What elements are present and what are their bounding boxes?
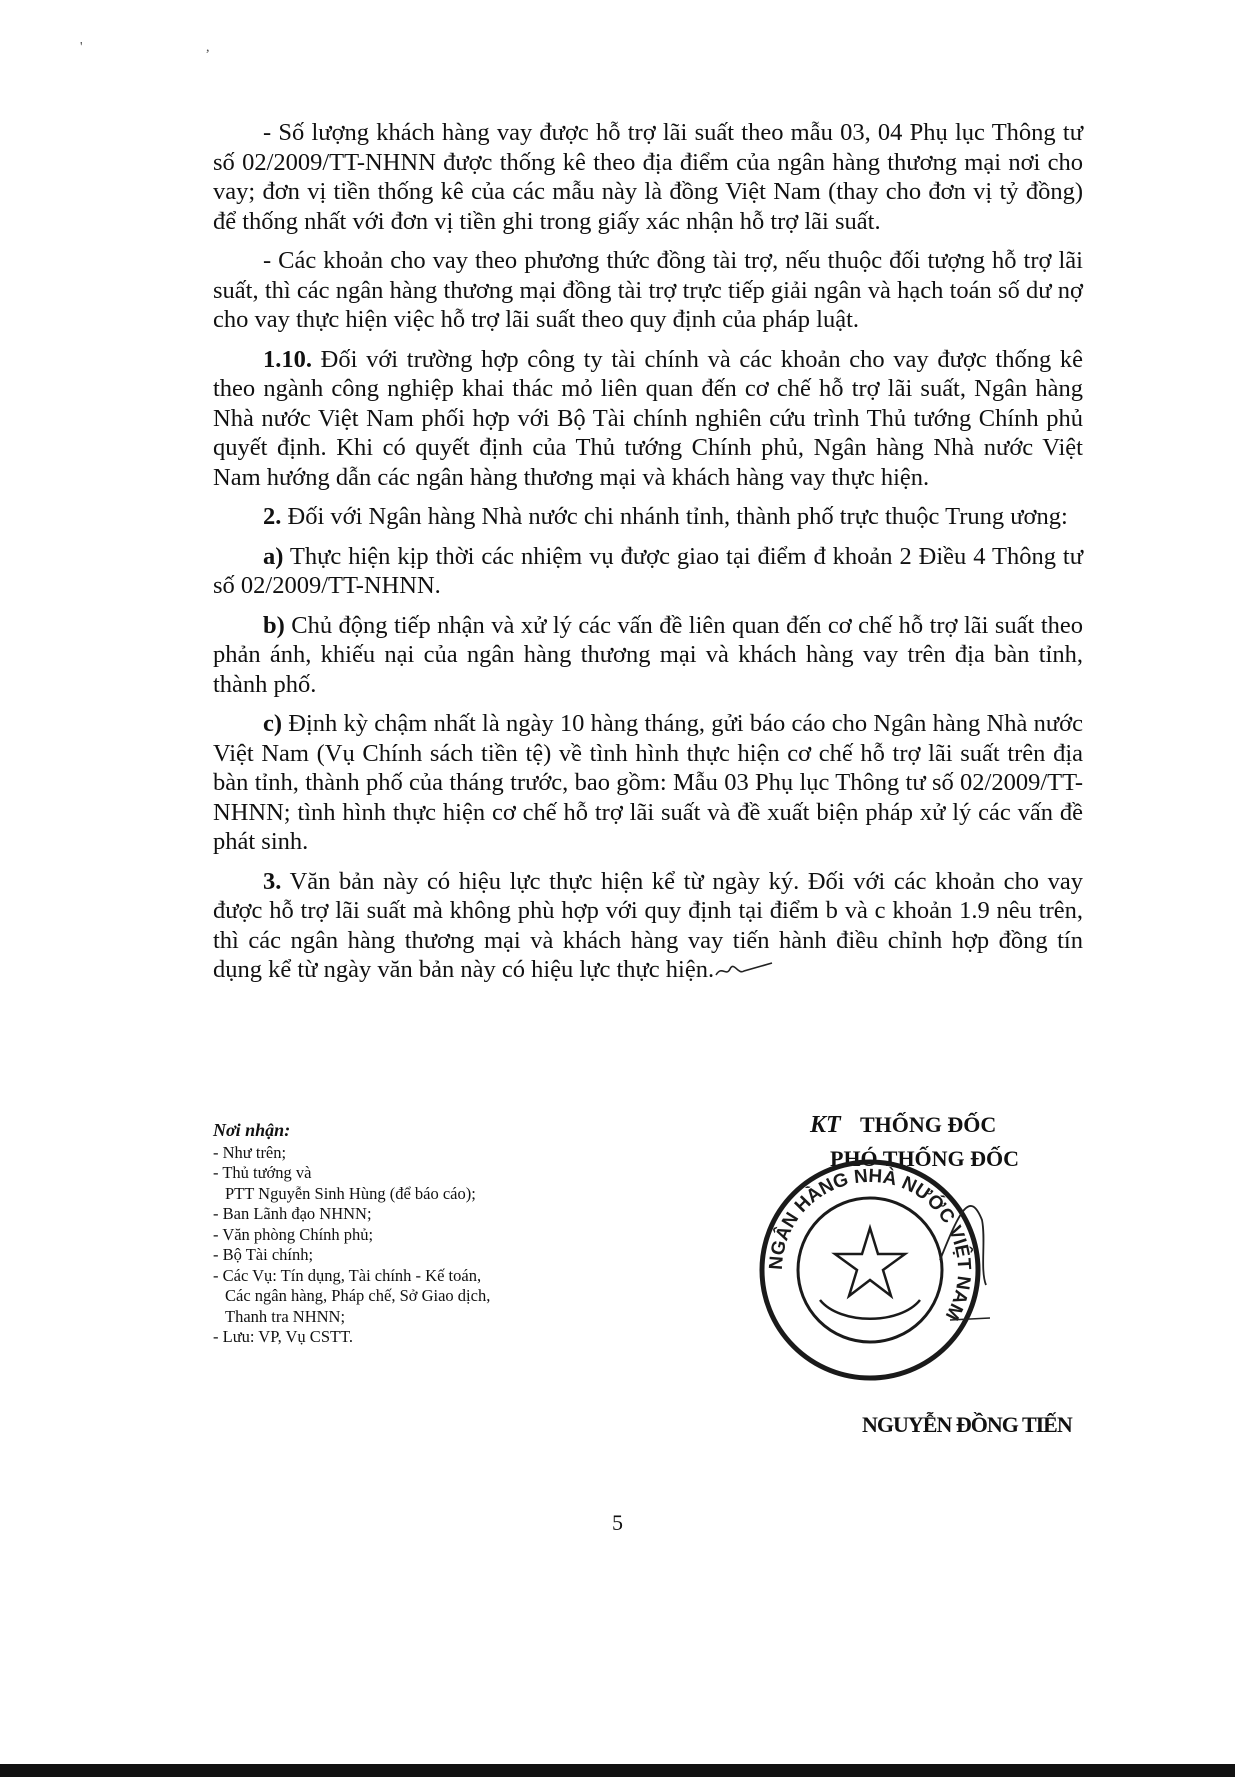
signer-deputy-title: PHÓ THỐNG ĐỐC — [830, 1146, 1020, 1171]
signer-title: THỐNG ĐỐC — [860, 1112, 997, 1137]
seal-text: NGÂN HÀNG NHÀ NƯỚC VIỆT NAM — [765, 1165, 975, 1324]
paragraph-3: 3. Văn bản này có hiệu lực thực hiện kể từ ngày ký. Đối với các khoản cho vay được hỗ trợ lãi suất mà không phù hợp với quy định tại điểm b và c khoản 1.9 nêu trên, thì các ngân hàng thương mại và khách hàng vay tiến hành điều chỉnh hợp đồng tín dụng kể từ ngày văn bản này có hiệu lực thực hiện. — [213, 867, 1083, 983]
paragraph-1-10: 1.10. Đối với trường hợp công ty tài chính và các khoản cho vay được thống kê theo ngành công nghiệp khai thác mỏ liên quan đến cơ chế hỗ trợ lãi suất, Ngân hàng Nhà nước Việt Nam phối hợp với Bộ Tài chính nghiên cứu trình Thủ tướng Chính phủ quyết định. Khi có quyết định của Thủ tướng Chính phủ, Ngân hàng Nhà nước Việt Nam hướng dẫn các ngân hàng thương mại và khách hàng vay thực hiện. — [213, 345, 1083, 491]
recipients-heading: Nơi nhận: — [213, 1120, 291, 1140]
paragraph-b: b) Chủ động tiếp nhận và xử lý các vấn đề liên quan đến cơ chế hỗ trợ lãi suất theo phản ánh, khiếu nại của ngân hàng thương mại và khách hàng vay trên địa bàn tỉnh, thành phố. — [213, 611, 1083, 698]
official-seal-icon — [750, 1150, 990, 1390]
signature-block — [700, 1110, 1140, 1450]
paragraph-c: c) Định kỳ chậm nhất là ngày 10 hàng tháng, gửi báo cáo cho Ngân hàng Nhà nước Việt Nam (Vụ Chính sách tiền tệ) về tình hình thực hiện cơ chế hỗ trợ lãi suất trên địa bàn tỉnh, thành phố của tháng trước, bao gồm: Mẫu 03 Phụ lục Thông tư số 02/2009/TT-NHNN; tình hình thực hiện cơ chế hỗ trợ lãi suất và đề xuất biện pháp xử lý các vấn đề phát sinh. — [213, 710, 1083, 855]
recipient-item: - Như trên; — [213, 1142, 287, 1162]
recipient-item: Thanh tra NHNN; — [225, 1306, 346, 1326]
paragraph-number: 3. — [263, 867, 282, 895]
initial-mark-icon — [714, 961, 774, 981]
signer-name: NGUYỄN ĐỒNG TIẾN — [862, 1412, 1072, 1437]
recipient-item: - Các Vụ: Tín dụng, Tài chính - Kế toán, — [213, 1265, 482, 1285]
kt-prefix: KT — [810, 1112, 841, 1138]
paragraph-2: - Các khoản cho vay theo phương thức đồng tài trợ, nếu thuộc đối tượng hỗ trợ lãi suất, thì các ngân hàng thương mại đồng tài trợ trực tiếp giải ngân và hạch toán số dư nợ cho vay thực hiện việc hỗ trợ lãi suất theo quy định của pháp luật. — [213, 247, 1083, 333]
scan-artifact-marks: ' , — [80, 40, 270, 55]
paragraph-number: b) — [263, 611, 285, 639]
recipient-item: - Văn phòng Chính phủ; — [213, 1224, 374, 1244]
paragraph-number: a) — [263, 542, 284, 570]
recipient-item: - Bộ Tài chính; — [213, 1245, 314, 1264]
paragraph-number: 2. — [263, 503, 282, 530]
recipient-item: Các ngân hàng, Pháp chế, Sở Giao dịch, — [225, 1286, 491, 1305]
page-number: 5 — [612, 1510, 623, 1535]
recipient-item: - Thủ tướng và — [213, 1163, 312, 1182]
recipients-block — [213, 1120, 633, 1348]
paragraph-number: 1.10. — [263, 345, 312, 373]
paragraph-number: c) — [263, 710, 283, 737]
paragraph-2-branch: 2. Đối với Ngân hàng Nhà nước chi nhánh tỉnh, thành phố trực thuộc Trung ương: — [263, 503, 1068, 530]
scan-bottom-edge — [0, 1764, 1235, 1777]
recipient-item: PTT Nguyễn Sinh Hùng (để báo cáo); — [225, 1183, 476, 1203]
paragraph-1: - Số lượng khách hàng vay được hỗ trợ lãi suất theo mẫu 03, 04 Phụ lục Thông tư số 02/2009/TT-NHNN được thống kê theo địa điểm của ngân hàng thương mại nơi cho vay; đơn vị tiền thống kê của các mẫu này là đồng Việt Nam (thay cho đơn vị tỷ đồng) để thống nhất với đơn vị tiền ghi trong giấy xác nhận hỗ trợ lãi suất. — [213, 119, 1083, 235]
document-body — [213, 118, 1083, 995]
recipient-item: - Lưu: VP, Vụ CSTT. — [213, 1327, 354, 1346]
paragraph-a: a) Thực hiện kịp thời các nhiệm vụ được giao tại điểm đ khoản 2 Điều 4 Thông tư số 02/2009/TT-NHNN. — [213, 542, 1083, 599]
recipient-item: - Ban Lãnh đạo NHNN; — [213, 1204, 372, 1223]
recipients-list — [213, 1143, 633, 1348]
